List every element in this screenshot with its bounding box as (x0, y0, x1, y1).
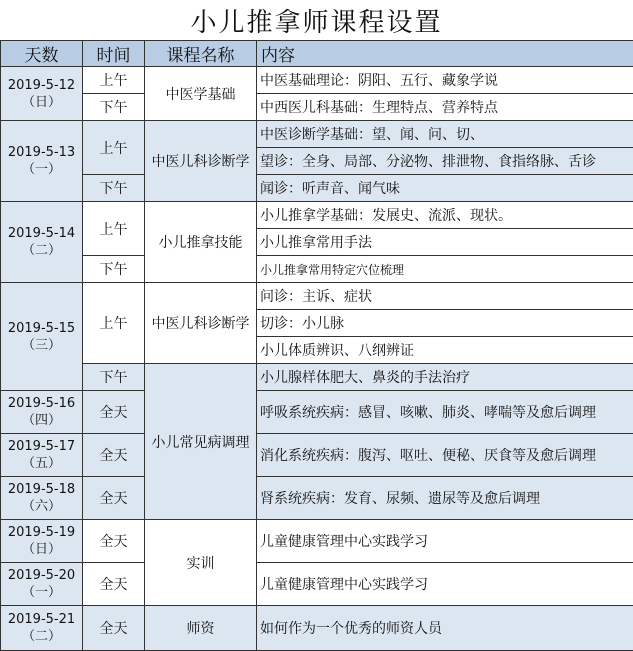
weekday-text: （五） (21, 456, 61, 471)
content-cell: 切诊：小儿脉 (257, 310, 633, 337)
time-cell: 下午 (83, 256, 145, 283)
time-cell: 全天 (83, 391, 145, 434)
header-content: 内容 (257, 41, 633, 67)
date-cell (1, 391, 83, 434)
course-cell: 中医儿科诊断学 (145, 121, 257, 202)
table-row (1, 202, 633, 229)
content-cell: 儿童健康管理中心实践学习 (257, 520, 633, 563)
table-row (1, 121, 633, 148)
course-cell: 小儿推拿技能 (145, 202, 257, 283)
content-cell: 中西医儿科基础：生理特点、营养特点 (257, 94, 633, 121)
content-cell: 小儿体质辨识、八纲辨证 (257, 337, 633, 364)
date-text: 2019-5-16 (7, 396, 76, 411)
date-text: 2019-5-20 (7, 568, 76, 583)
content-cell: 中医诊断学基础：望、闻、问、切、 (257, 121, 633, 148)
weekday-text: （二） (21, 243, 61, 258)
date-cell (1, 477, 83, 520)
table-row (1, 283, 633, 310)
date-cell (1, 434, 83, 477)
time-cell: 全天 (83, 434, 145, 477)
date-text: 2019-5-14 (7, 226, 76, 241)
weekday-text: （二） (21, 629, 61, 644)
date-text: 2019-5-13 (7, 145, 76, 160)
date-cell (1, 67, 83, 121)
time-cell: 上午 (83, 202, 145, 256)
time-cell: 全天 (83, 606, 145, 651)
course-cell: 小儿常见病调理 (145, 364, 257, 520)
weekday-text: （一） (21, 162, 61, 177)
header-row (1, 41, 633, 67)
content-cell: 儿童健康管理中心实践学习 (257, 563, 633, 606)
weekday-text: （日） (21, 542, 61, 557)
content-cell: 肾系统疾病：发育、尿频、遗尿等及愈后调理 (257, 477, 633, 520)
content-cell: 闻诊：听声音、闻气味 (257, 175, 633, 202)
weekday-text: （三） (21, 337, 61, 353)
weekday-text: （日） (21, 94, 61, 110)
time-cell: 全天 (83, 563, 145, 606)
content-cell: 问诊：主诉、症状 (257, 283, 633, 310)
header-day: 天数 (1, 41, 83, 67)
date-cell (1, 121, 83, 202)
time-cell: 上午 (83, 283, 145, 364)
date-text: 2019-5-18 (7, 482, 76, 497)
date-text: 2019-5-19 (7, 525, 76, 540)
weekday-text: （四） (21, 413, 61, 428)
course-cell: 中医儿科诊断学 (145, 283, 257, 364)
date-text: 2019-5-17 (7, 439, 76, 454)
table-row (1, 477, 633, 520)
table-row (1, 606, 633, 651)
weekday-text: （一） (21, 585, 61, 600)
time-cell: 上午 (83, 121, 145, 175)
table-row (1, 175, 633, 202)
table-row (1, 364, 633, 391)
time-cell: 下午 (83, 94, 145, 121)
content-cell: 小儿推拿常用手法 (257, 229, 633, 256)
date-text: 2019-5-15 (7, 320, 76, 336)
content-cell: 中医基础理论：阴阳、五行、藏象学说 (257, 67, 633, 94)
time-cell: 全天 (83, 520, 145, 563)
date-cell (1, 606, 83, 651)
header-time: 时间 (83, 41, 145, 67)
table-row (1, 67, 633, 94)
course-table (0, 40, 633, 651)
weekday-text: （六） (21, 499, 61, 514)
table-row (1, 94, 633, 121)
course-cell: 实训 (145, 520, 257, 606)
header-course: 课程名称 (145, 41, 257, 67)
time-cell: 上午 (83, 67, 145, 94)
content-cell: 如何作为一个优秀的师资人员 (257, 606, 633, 651)
date-text: 2019-5-12 (7, 77, 76, 93)
date-cell (1, 202, 83, 283)
course-cell: 师资 (145, 606, 257, 651)
date-cell (1, 520, 83, 563)
table-row (1, 520, 633, 563)
table-row (1, 434, 633, 477)
content-cell: 小儿推拿常用特定穴位梳理 (257, 256, 633, 283)
time-cell: 全天 (83, 477, 145, 520)
date-text: 2019-5-21 (7, 612, 76, 627)
page-title: 小儿推拿师课程设置 (0, 0, 633, 41)
table-row (1, 256, 633, 283)
date-cell (1, 563, 83, 606)
course-cell: 中医学基础 (145, 67, 257, 121)
content-cell: 小儿腺样体肥大、鼻炎的手法治疗 (257, 364, 633, 391)
content-cell: 消化系统疾病：腹泻、呕吐、便秘、厌食等及愈后调理 (257, 434, 633, 477)
content-cell: 呼吸系统疾病：感冒、咳嗽、肺炎、哮喘等及愈后调理 (257, 391, 633, 434)
table-row (1, 391, 633, 434)
table-row (1, 563, 633, 606)
time-cell: 下午 (83, 364, 145, 391)
date-cell (1, 283, 83, 391)
content-cell: 小儿推拿学基础：发展史、流派、现状。 (257, 202, 633, 229)
content-cell: 望诊：全身、局部、分泌物、排泄物、食指络脉、舌诊 (257, 148, 633, 175)
time-cell: 下午 (83, 175, 145, 202)
